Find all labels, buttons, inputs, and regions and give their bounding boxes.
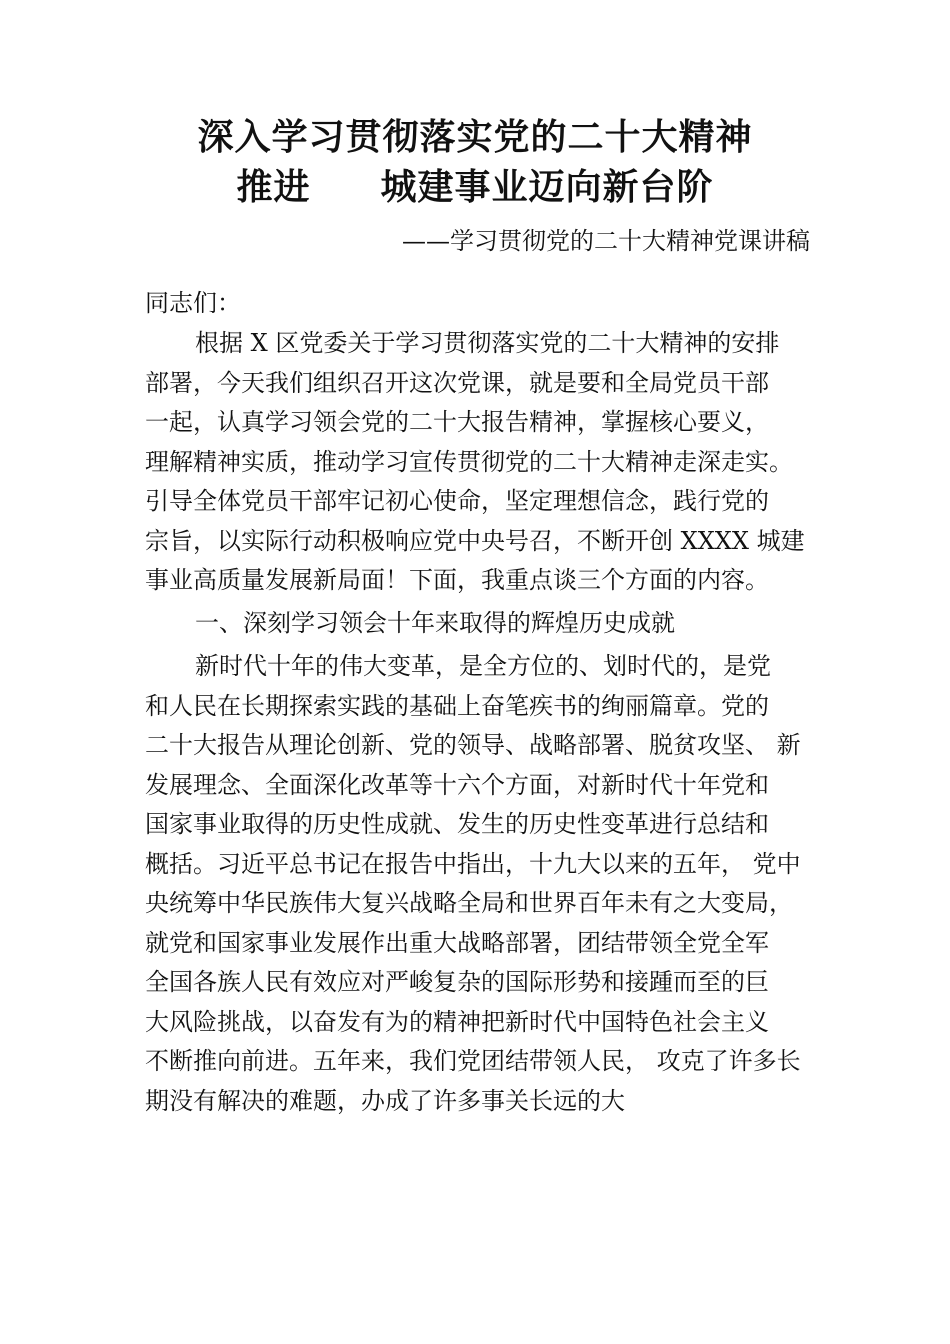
paragraph-line: 根据 X 区党委关于学习贯彻落实党的二十大精神的安排 <box>195 329 780 357</box>
paragraph-line: 就党和国家事业发展作出重大战略部署，团结带领全党全军 <box>145 928 769 957</box>
salutation: 同志们： <box>145 289 241 317</box>
paragraph-line: 部署，今天我们组织召开这次党课，就是要和全局党员干部 <box>145 368 769 397</box>
paragraph-1 <box>145 324 835 601</box>
document-title-line2 <box>0 166 950 210</box>
paragraph-line: 一起，认真学习领会党的二十大报告精神，掌握核心要义， <box>145 408 769 436</box>
title-line2-part1: 推进 <box>236 167 311 208</box>
section-heading-1: 一、深刻学习领会十年来取得的辉煌历史成就 <box>195 609 675 637</box>
paragraph-line: 宗旨，以实际行动积极响应党中央号召，不断开创 XXXX 城建 <box>145 526 805 555</box>
paragraph-line: 不断推向前进。五年来，我们党团结带领人民， 攻克了许多长 <box>145 1047 801 1075</box>
document-subtitle: ——学习贯彻党的二十大精神党课讲稿 <box>402 227 810 255</box>
paragraph-line: 二十大报告从理论创新、党的领导、战略部署、脱贫攻坚、 新 <box>145 731 801 759</box>
paragraph-line: 和人民在长期探索实践的基础上奋笔疾书的绚丽篇章。党的 <box>145 691 769 720</box>
paragraph-line: 期没有解决的难题，办成了许多事关长远的大 <box>145 1086 625 1115</box>
paragraph-line: 发展理念、全面深化改革等十六个方面，对新时代十年党和 <box>145 770 769 799</box>
title-line2-part2: 城建事业迈向新台阶 <box>380 167 714 208</box>
document-title-line1: 深入学习贯彻落实党的二十大精神 <box>197 117 753 158</box>
paragraph-line: 大风险挑战，以奋发有为的精神把新时代中国特色社会主义 <box>145 1007 769 1036</box>
paragraph-line: 新时代十年的伟大变革，是全方位的、划时代的，是党 <box>195 652 771 680</box>
paragraph-line: 央统筹中华民族伟大复兴战略全局和世界百年未有之大变局， <box>145 889 793 917</box>
paragraph-2 <box>145 647 835 1121</box>
paragraph-line: 概括。习近平总书记在报告中指出，十九大以来的五年， 党中 <box>145 849 801 878</box>
paragraph-line: 全国各族人民有效应对严峻复杂的国际形势和接踵而至的巨 <box>145 968 769 996</box>
paragraph-line: 理解精神实质，推动学习宣传贯彻党的二十大精神走深走实。 <box>145 447 793 476</box>
paragraph-line: 引导全体党员干部牢记初心使命，坚定理想信念，践行党的 <box>145 487 769 515</box>
paragraph-line: 国家事业取得的历史性成就、发生的历史性变革进行总结和 <box>145 810 769 838</box>
paragraph-line: 事业高质量发展新局面！下面，我重点谈三个方面的内容。 <box>145 566 769 594</box>
